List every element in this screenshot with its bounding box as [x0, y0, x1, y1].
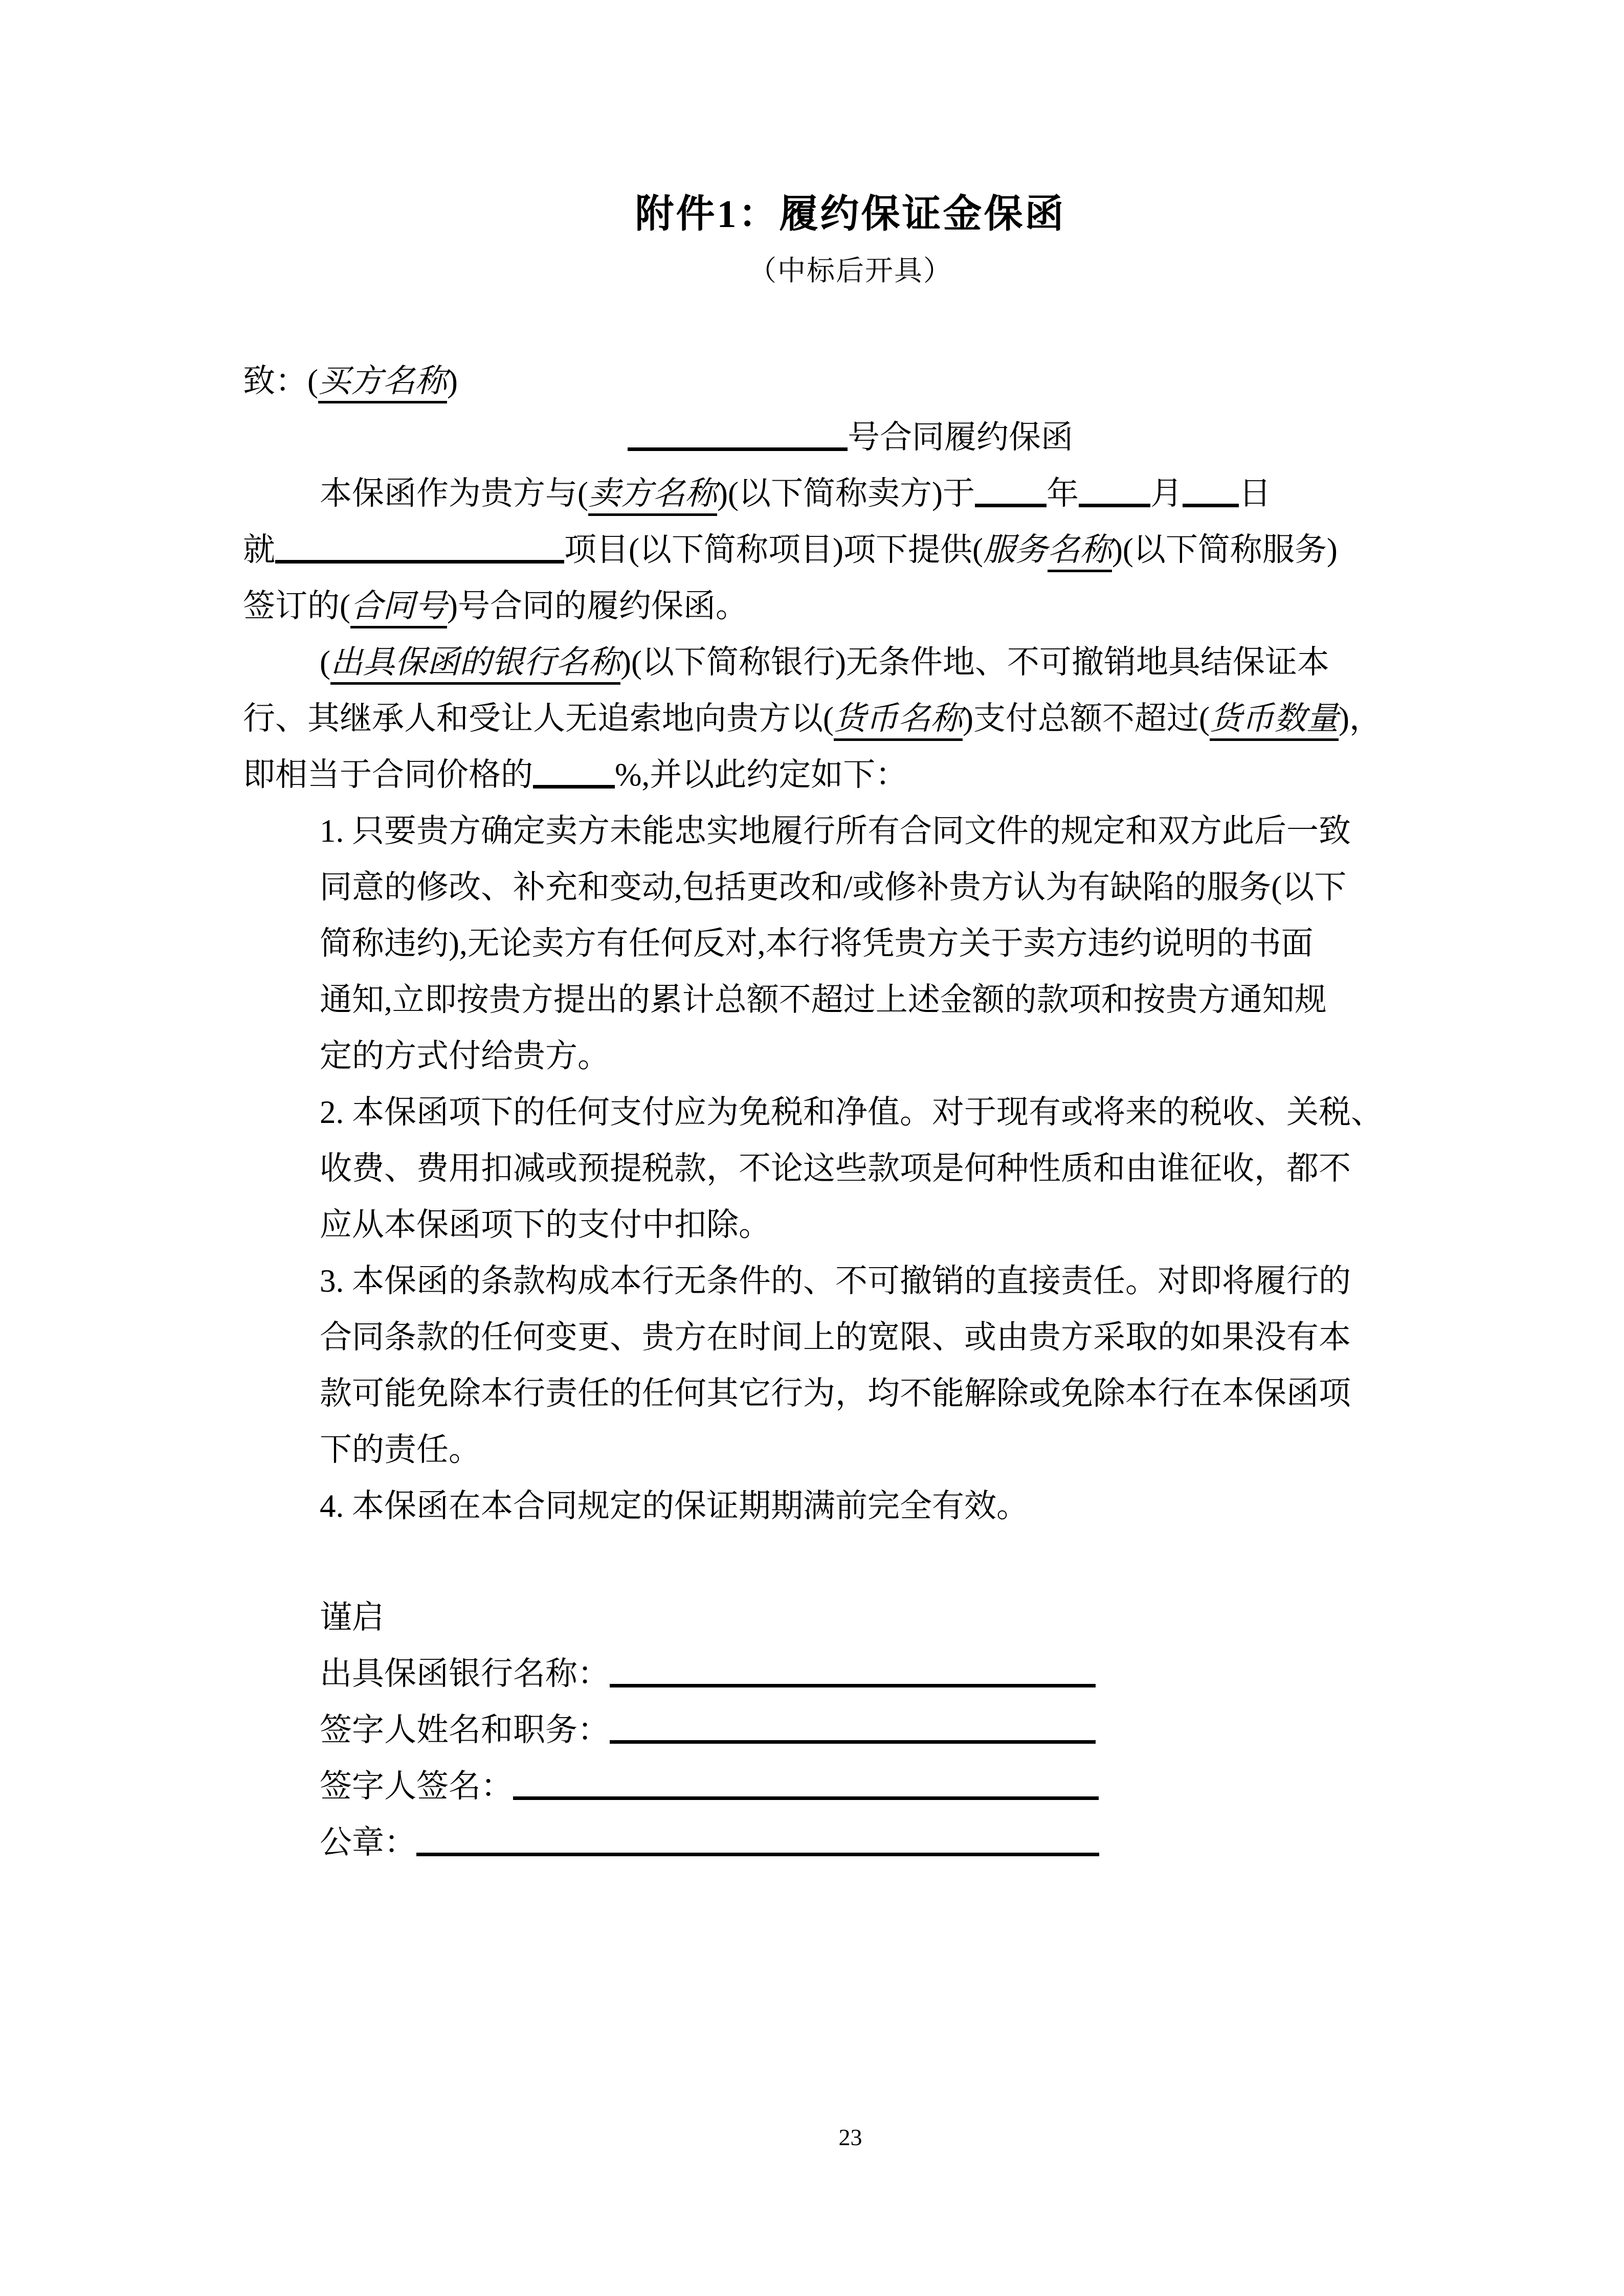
bank-2-text-b: )支付总额不超过(: [962, 701, 1210, 736]
clause-2-line-1: 2. 本保函项下的任何支付应为免税和净值。对于现有或将来的税收、关税、: [320, 1094, 1383, 1130]
intro-line-3: [243, 578, 1458, 634]
intro-1-text-a: 本保函作为贵方与(: [320, 476, 588, 511]
bank-1-text-b: )(以下简称银行)无条件地、不可撤销地具结保证本: [620, 644, 1329, 680]
contract-number-line: [243, 409, 1458, 465]
intro-line-2: [243, 522, 1458, 578]
currency-name-placeholder: 货币名称: [834, 701, 963, 741]
bank-name-placeholder: 出具保函的银行名称: [330, 644, 620, 685]
regards-line: 谨启: [320, 1600, 384, 1635]
month-label: 月: [1150, 476, 1183, 511]
salutation-suffix: ): [447, 363, 458, 399]
currency-amount-placeholder: 货币数量: [1210, 701, 1339, 741]
vertical-spacer: [243, 298, 1458, 353]
bank-3-text-b: %,并以此约定如下：: [615, 757, 908, 793]
percent-blank-line: [533, 785, 615, 789]
day-blank-line: [1183, 504, 1239, 507]
day-label: 日: [1238, 476, 1271, 511]
salutation-line: [243, 353, 1458, 409]
document-content: [243, 184, 1458, 1871]
clause-3-line-1: 3. 本保函的条款构成本行无条件的、不可撤销的直接责任。对即将履行的: [320, 1263, 1351, 1299]
attachment-subtitle: （中标后开具）: [748, 255, 952, 286]
intro-1-text-b: )(以下简称卖方)于: [717, 476, 975, 511]
intro-2-text-b: 项目(以下简称项目)项下提供(: [564, 532, 983, 568]
clause-1-line-3: 简称违约),无论卖方有任何反对,本行将凭贵方关于卖方违约说明的书面: [320, 926, 1314, 961]
seller-name-placeholder: 卖方名称: [588, 476, 717, 516]
clause-3-line-2: 合同条款的任何变更、贵方在时间上的宽限、或由贵方采取的如果没有本: [320, 1319, 1351, 1355]
sig-signer-blank-line: [610, 1740, 1096, 1744]
clause-1-line-5: 定的方式付给贵方。: [320, 1038, 610, 1074]
clause-1-line-2: 同意的修改、补充和变动,包括更改和/或修补贵方认为有缺陷的服务(以下: [320, 869, 1347, 905]
sig-signature-label: 签字人签名：: [320, 1768, 513, 1804]
sig-signature-row: [243, 1758, 1458, 1814]
intro-2-text-c: )(以下简称服务): [1111, 532, 1338, 568]
sig-signer-label: 签字人姓名和职务：: [320, 1712, 610, 1748]
contract-number-placeholder: 合同号: [350, 588, 447, 628]
bank-line-1: [243, 634, 1458, 690]
page-number: 23: [838, 2124, 862, 2150]
clause-3-line-3: 款可能免除本行责任的任何其它行为，均不能解除或免除本行在本保函项: [320, 1376, 1351, 1411]
sig-seal-row: [243, 1814, 1458, 1871]
sig-bank-label: 出具保函银行名称：: [320, 1656, 610, 1692]
clause-2-line-3: 应从本保函项下的支付中扣除。: [320, 1207, 771, 1243]
bank-2-text-c: )，: [1338, 701, 1382, 736]
intro-3-text-b: )号合同的履约保函。: [447, 588, 748, 624]
sig-signer-row: [243, 1702, 1458, 1758]
month-blank-line: [1079, 504, 1150, 507]
year-blank-line: [975, 504, 1047, 507]
intro-3-text-a: 签订的(: [243, 588, 350, 624]
clause-1-line-4: 通知,立即按贵方提出的累计总额不超过上述金额的款项和按贵方通知规: [320, 982, 1327, 1018]
bank-1-text-a: (: [320, 644, 330, 680]
bank-line-2: [243, 690, 1458, 747]
clause-1-line-1: 1. 只要贵方确定卖方未能忠实地履行所有合同文件的规定和双方此后一致: [320, 813, 1351, 849]
service-name-placeholder-part1: 服务: [983, 532, 1048, 568]
clause-2-line-2: 收费、费用扣减或预提税款，不论这些款项是何种性质和由谁征收，都不: [320, 1151, 1351, 1186]
vertical-spacer: [243, 1534, 1458, 1589]
sig-seal-blank-line: [416, 1853, 1099, 1856]
contract-number-blank-line: [628, 447, 848, 451]
clause-3-line-4: 下的责任。: [320, 1432, 481, 1468]
bank-3-text-a: 即相当于合同价格的: [243, 757, 533, 793]
intro-2-text-a: 就: [243, 532, 275, 568]
sig-seal-label: 公章：: [320, 1825, 416, 1860]
year-label: 年: [1046, 476, 1079, 511]
sig-signature-blank-line: [513, 1796, 1099, 1800]
project-name-blank-line: [275, 560, 564, 564]
buyer-name-placeholder: 买方名称: [318, 363, 447, 403]
bank-line-3: [243, 747, 1458, 803]
sig-bank-row: [243, 1646, 1458, 1702]
attachment-title: 附件1：履约保证金保函: [635, 193, 1066, 236]
clause-4-line-1: 4. 本保函在本合同规定的保证期期满前完全有效。: [320, 1488, 1029, 1524]
bank-2-text-a: 行、其继承人和受让人无追索地向贵方以(: [243, 701, 834, 736]
salutation-prefix: 致：(: [243, 363, 318, 399]
sig-bank-blank-line: [610, 1684, 1096, 1687]
contract-guarantee-label: 号合同履约保函: [848, 419, 1073, 455]
intro-line-1: [243, 465, 1458, 522]
service-name-placeholder-part2: 名称: [1048, 532, 1112, 572]
